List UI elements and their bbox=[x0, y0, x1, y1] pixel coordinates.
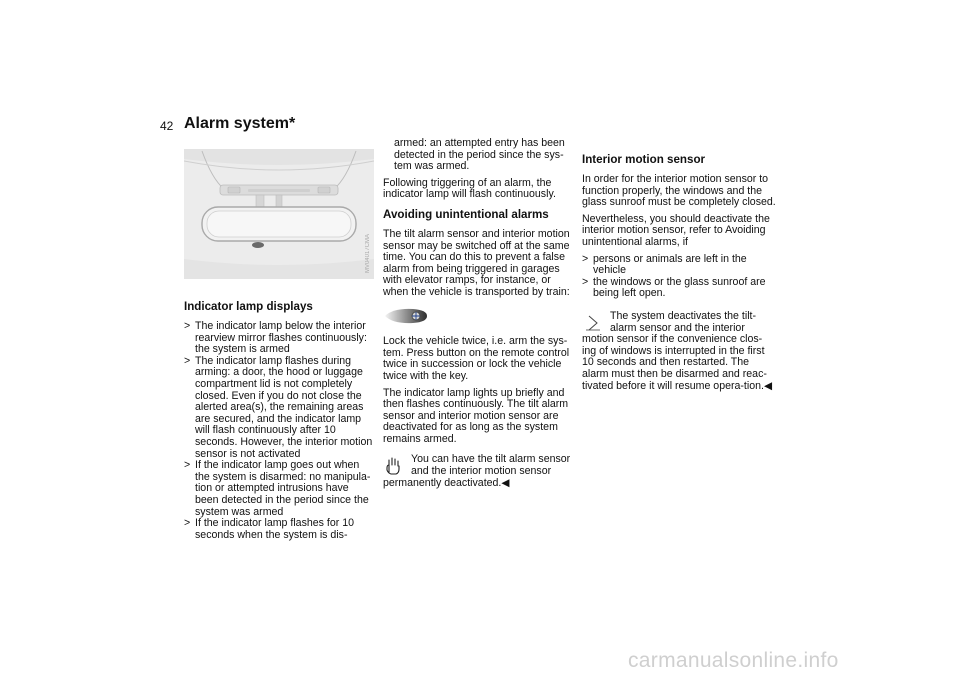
list-item bbox=[582, 277, 776, 300]
list-item-text: The indicator lamp flashes during arming: a door, the hood or luggage compartment lid is not completely closed. Even if you do not close the alerted area(s), the remaining areas are secured, and the indicator lamp will flash continuously after 10 seconds. However, the interior motion sensor is not activated bbox=[195, 354, 373, 460]
rearview-mirror-illustration bbox=[184, 149, 374, 279]
bullet-marker: > bbox=[184, 517, 191, 530]
note-system-deactivates bbox=[582, 311, 776, 392]
continuation-text: armed: an attempted entry has been detected in the period since the sys-tem was armed. bbox=[394, 137, 565, 173]
list-item bbox=[582, 254, 776, 277]
page-title: Alarm system* bbox=[184, 115, 296, 132]
list-item-text: If the indicator lamp goes out when the system is disarmed: no manipula-tion or attempted intrusions have been detected in the period since the system was armed bbox=[195, 459, 371, 518]
paragraph-function-properly: In order for the interior motion sensor to function properly, the windows and the glass sunroof must be completely closed. bbox=[582, 173, 776, 209]
paragraph-deactivate: Nevertheless, you should deactivate the interior motion sensor, refer to Avoiding unintentional alarms, if bbox=[582, 212, 770, 248]
list-item bbox=[184, 460, 374, 518]
column-left bbox=[184, 293, 374, 546]
paragraph-following-trigger: Following triggering of an alarm, the indicator lamp will flash continuously. bbox=[383, 176, 556, 201]
note-text-a: You can have the tilt alarm sensor and the interior motion sensor bbox=[411, 453, 571, 478]
rearview-mirror-figure bbox=[184, 149, 374, 279]
paragraph-switch-off: The tilt alarm sensor and interior motion sensor may be switched off at the same time. You can do this to prevent a false alarm from being triggered in garages with elevator ramps, for instance, or when the vehicle is transported by train: bbox=[383, 227, 570, 298]
bullet-marker: > bbox=[582, 275, 589, 288]
note-permanent-deactivation bbox=[383, 454, 575, 489]
note-text-a: The system deactivates the tilt-alarm sensor and the interior bbox=[610, 309, 757, 334]
heading-avoiding-unintentional-alarms: Avoiding unintentional alarms bbox=[383, 207, 549, 221]
bullet-marker: > bbox=[184, 320, 191, 332]
list-item bbox=[184, 518, 374, 541]
indicator-list bbox=[184, 321, 374, 541]
heading-interior-motion-sensor: Interior motion sensor bbox=[582, 153, 706, 166]
note-text-b: motion sensor if the convenience clos-ing of windows is interrupted in the first 10 seconds and then restarted. The alarm must then be disarmed and reac-tivated before it will resume opera-tion.◀ bbox=[582, 333, 773, 392]
list-item-text: persons or animals are left in the vehicle bbox=[593, 252, 747, 277]
deactivate-conditions-list bbox=[582, 254, 776, 300]
list-item bbox=[184, 321, 374, 356]
list-item-text: The indicator lamp below the interior rearview mirror flashes continuously: the system is armed bbox=[195, 320, 367, 356]
list-item-text: the windows or the glass sunroof are being left open. bbox=[593, 275, 766, 300]
bullet-marker: > bbox=[184, 354, 191, 367]
list-item bbox=[184, 356, 374, 460]
bullet-marker: > bbox=[184, 459, 191, 472]
paragraph-lamp-behavior: The indicator lamp lights up briefly and then flashes continuously. The tilt alarm sensor and interior motion sensor are deactivated for as long as the system remains armed. bbox=[383, 386, 569, 445]
watermark: carmanualsonline.info bbox=[628, 649, 839, 672]
remote-key-icon bbox=[383, 306, 429, 326]
bullet-marker: > bbox=[582, 252, 589, 265]
figure-code: MV04017CMA bbox=[365, 233, 371, 273]
heading-indicator-lamp-displays: Indicator lamp displays bbox=[184, 300, 313, 313]
list-item-text: If the indicator lamp flashes for 10 seconds when the system is dis- bbox=[195, 517, 354, 541]
paragraph-lock-twice: Lock the vehicle twice, i.e. arm the sys-tem. Press button on the remote control twice in succession or lock the vehicle twice with the key. bbox=[383, 335, 570, 382]
hand-note-icon bbox=[384, 456, 403, 475]
note-text-b: permanently deactivated.◀ bbox=[383, 476, 510, 489]
arrow-note-icon bbox=[583, 313, 602, 332]
column-right bbox=[582, 146, 776, 392]
column-middle bbox=[383, 138, 575, 489]
page-number: 42 bbox=[160, 119, 174, 133]
